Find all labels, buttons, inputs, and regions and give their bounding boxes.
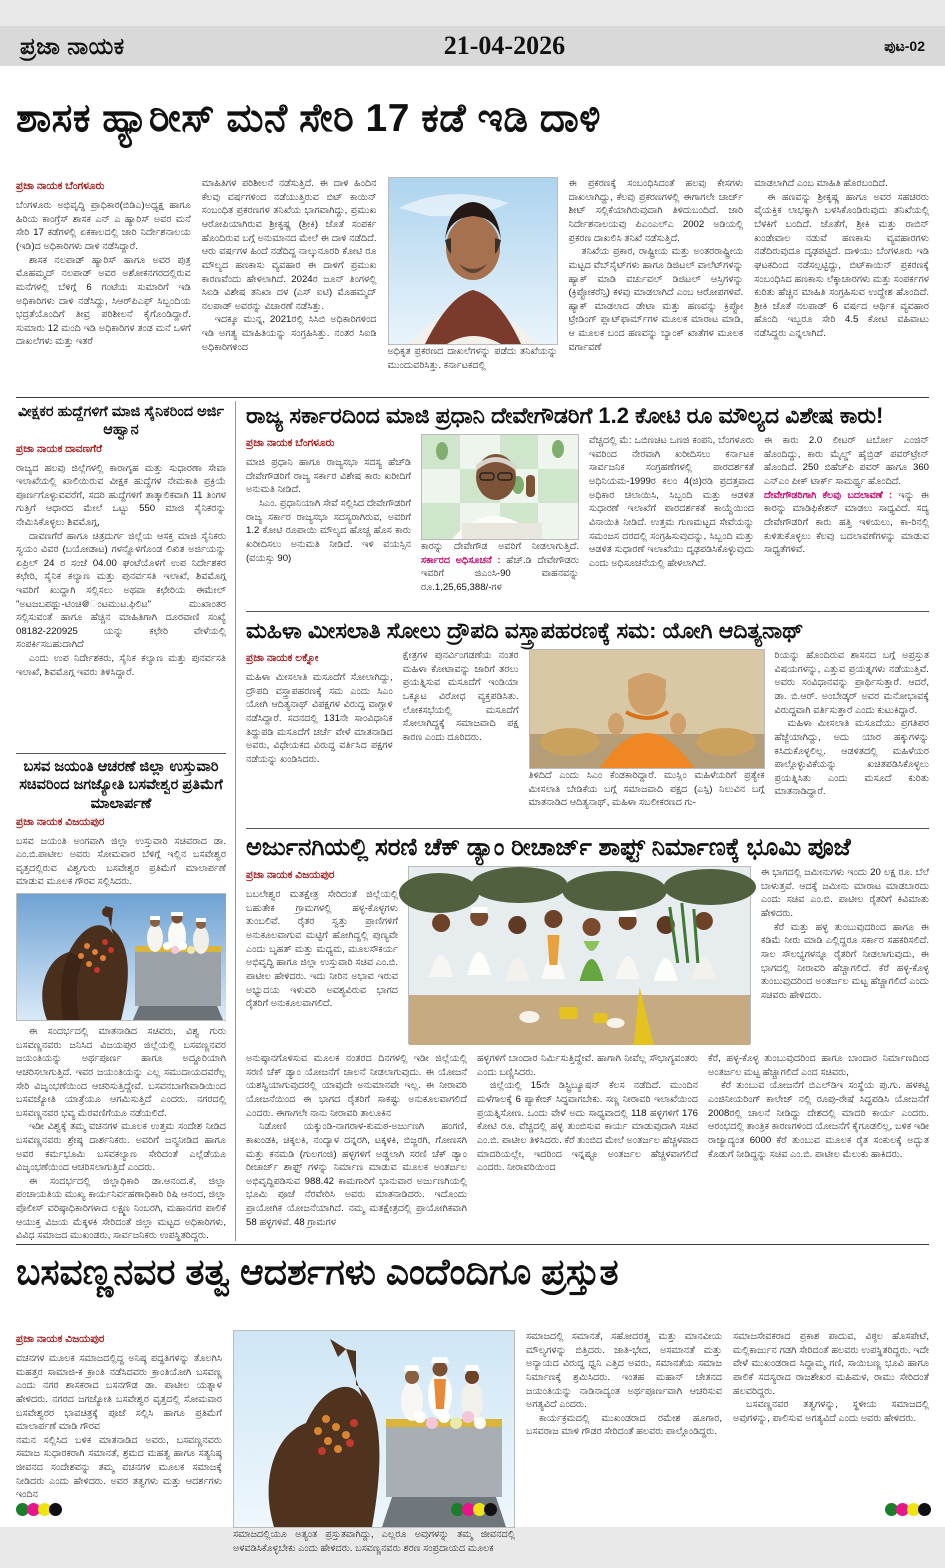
body-text: ಹೆಚ್.ಡಿ ದೇವೇಗೌಡರು ಇವರಿಗೆ ಜಿಎಂಸಿ-90 ವಾಹನವನ್ನು ರೂ.1,25,65,388/-ಗಳ xyxy=(421,554,580,594)
body-text: ತನಿಖೆಯ ಪ್ರಕಾರ, ರಾಷ್ಟ್ರೀಯ ಮತ್ತು ಅಂತರರಾಷ್ಟ್ರೀಯ ಮಟ್ಟದ ವೆಬ್‌ಸೈಟ್‌ಗಳು ಹಾಗೂ ಡಿಜಿಟಲ್ ವಾಲೆಟ್‌ಗಳನ್ನು ಹ್ಯಾಕ್ ಮಾಡಿ ವರ್ಚುವಲ್ ಡಿಜಿಟಲ್ ಆಸ್ತಿಗಳನ್ನು (ಕ್ರಿಪ್ಟೋಕರೆನ್ಸಿ) ಕಳವು ಮಾಡಲಾಗಿದೆ ಎಂಬ ಆರೋಪಗಳಿವೆ. ಹ್ಯಾಕ್ ಮಾಡಲಾದ ಡೇಟಾ ಮತ್ತು ಹಣವನ್ನು ಕ್ರಿಪ್ಟೋ ಟ್ರೇಡಿಂಗ್ ಪ್ಲಾಟ್‌ಫಾರ್ಮ್‌ಗಳ ಮೂಲಕ ಮಾರಾಟ ಮಾಡಿ, ಆ ಮೂಲಕ ಬಂದ ಹಣವನ್ನು ಬ್ಯಾಂಕ್ ಖಾತೆಗಳ ಮೂಲಕ ವರ್ಗಾವಣೆ xyxy=(568,246,744,353)
body-text: ಕಾರ್ಯಕ್ರಮದಲ್ಲಿ ಮುಖಂಡರಾದ ರಮೇಶ ಹೂಗಾರ, ಬಸವರಾಜ ಮಾಳಿ ಗೌಡರ ಸೇರಿದಂತೆ ಹಲವರು ಪಾಲ್ಗೊಂಡಿದ್ದರು. xyxy=(526,1412,722,1438)
body-text: ಕ್ಷೇತ್ರಗಳ ಪುನರ್ವಿಂಗಡಣೆಯ ನಂತರ ಮಹಿಳಾ ಕೋಟಾವನ್ನು ಜಾರಿಗೆ ತರಲು ಪ್ರಯತ್ನಿಸುವ ಮಸೂದೆಗೆ ಇಂಡಿಯಾ ಒಕ್ಕೂಟ ವಿರೋಧ ವ್ಯಕ್ತಪಡಿಸಿತು. ಲೋಕಸಭೆಯಲ್ಲಿ ಮಸೂದೆಗೆ ಸೋಲಾಗಿದ್ದಕ್ಕೆ ಸಮಾಜವಾದಿ ಪಕ್ಷ ಕಾರಣ ಎಂದು ದೂರಿದರು. xyxy=(402,650,519,743)
body-text: ಇನ್ನು ಈ ಕಾರನ್ನು ಮಾಡಿಫಿಕೇಶನ್ ಮಾಡಲು ಸಾಧ್ಯವಿದೆ. ಸದ್ಯ ದೇವೇಗೌಡರಿಗೆ ಕಾರು ಹತ್ತಿ ಇಳಿಯಲು, ಕಾ-ರಿನಲ್ಲಿ ಕುಳಿತುಕೊಳ್ಳಲು ಕೆಲವು ಬದಲಾವಣೆಗಳನ್ನು ಮಾಡುವ ಸಾಧ್ಯತೆಗಳಿವೆ. xyxy=(764,489,929,556)
bottom-story xyxy=(0,1248,945,1566)
page-number: ಪುಟ-02 xyxy=(884,37,925,54)
inline-subhead: ದೇವೇಗೌಡರಿಗಾಗಿ ಕೆಲವು ಬದಲಾವಣೆ : xyxy=(764,489,893,501)
black-dot-icon xyxy=(49,1503,62,1516)
photo-column xyxy=(233,1330,515,1568)
body-text: ಸಮಾಜಸೇವಕರಾದ ಪ್ರಕಾಶ ಪಾದುವ, ವಿಠ್ಠಲ ಹೊಸಪೇಟೆ, ಮಲ್ಲಿಕಾರ್ಜುನ ಗಡಗಿ ಸೇರಿದಂತೆ ಹಲವರು ಉಪಸ್ಥಿತರಿದ್ದರು. ಇದೇ ವೇಳೆ ಮುಖಂಡರಾದ ಸಿದ್ದಾಮ್ಮ ಗಣಿ, ಸಾಯಿಬಣ್ಣ ಭೂವಿ ಹಾಗೂ ಪಾಲಿಕೆ ಸದಸ್ಯರಾದ ರಾಜಶೇಖರ ಮಹಿಮಳ, ರಾಮು ಸೇರಿದಂತೆ ಹಲವರಿದ್ದರು. xyxy=(733,1331,929,1397)
dateline: ಪ್ರಜಾ ನಾಯಕ ಬೆಂಗಳೂರು xyxy=(16,180,105,193)
rail-story-basava-jayanti xyxy=(16,758,226,1240)
photo-column xyxy=(421,434,579,602)
story-divider xyxy=(246,828,929,829)
devegowda-illustration xyxy=(422,435,578,539)
body-text: ರಾಜ್ಯದ ಹಲವು ಜಿಲ್ಲೆಗಳಲ್ಲಿ ಕಾರಾಗೃಹ ಮತ್ತು ಸುಧಾರಣಾ ಸೇವಾ ಇಲಾಖೆಯಲ್ಲಿ ಖಾಲಿಯಿರುವ ವೀಕ್ಷಕ ಹುದ್ದೆಗಳ ನೇಮಕಾತಿ ಪ್ರಕ್ರಿಯೆ ಪೂರ್ಣಗೊಳ್ಳುವವರೆಗೆ, ಸದರಿ ಹುದ್ದೆಗಳಿಗೆ ತಾತ್ಕಾಲಿಕವಾಗಿ 11 ತಿಂಗಳ ಗುತ್ತಿಗೆ ಆಧಾರದ ಮೇಲೆ ಒಟ್ಟು 550 ಮಾಜಿ ಸೈನಿಕರನ್ನು ನೇಮಿಸಿಕೊಳ್ಳಲು ಶಿವಮೊಗ್ಗ, xyxy=(16,462,226,528)
body-text: ಮಹಿಳಾ ಮೀಸಲಾತಿ ಮಸೂದೆಗೆ ಸೋಲಾಗಿದ್ದು, ದ್ರೌಪದಿ ವಸ್ತ್ರಾಪಹರಣಕ್ಕೆ ಸಮ ಎಂದು ಸಿಎಂ ಯೋಗಿ ಆದಿತ್ಯನಾಥ್ ವಿಪಕ್ಷಗಳ ವಿರುದ್ಧ ವಾಗ್ದಾಳಿ ನಡೆಸಿದ್ದಾರೆ. ಸದನದಲ್ಲಿ 131ನೇ ಸಾಂವಿಧಾನಿಕ ತಿದ್ದುಪಡಿ ಮಸೂದೆಗೆ ಚರ್ಚೆ ವೇಳೆ ಮಾತನಾಡಿದ ಅವರು, ವಿಧೇಯಕದ ವಿರುದ್ಧ ವರ್ತಿಸಿದ ಪಕ್ಷಗಳ ನಡೆಯನ್ನು ಖಂಡಿಸಿದರು. xyxy=(246,672,393,765)
registration-marks-center xyxy=(451,1503,495,1516)
body-text: ಮಹಿಳಾ ಮೀಸಲಾತಿ ಮಸೂದೆಯು ಪ್ರಗತಿಪರ ಹೆಜ್ಜೆಯಾಗಿದ್ದು, ಅದು ಯಾರ ಹಕ್ಕುಗಳನ್ನು ಕಸಿದುಕೊಳ್ಳಲಿಲ್ಲ. ಆಡಳಿತದಲ್ಲಿ ಮಹಿಳೆಯರ ಪಾಲ್ಗೊಳ್ಳುವಿಕೆಯನ್ನು ಖಚಿತಪಡಿಸಿಕೊಳ್ಳಲು ಪ್ರಯತ್ನಿಸಿತು ಎಂದು ಮಸೂದೆ ಕುರಿತು ಮಾತನಾಡಿದ್ದಾರೆ. xyxy=(774,718,929,798)
lead-column-2 xyxy=(202,177,377,394)
black-dot-icon xyxy=(484,1503,497,1516)
body-text: ಇಡೀ ವಿಶ್ವಕ್ಕೆ ತಮ್ಮ ವಚನಗಳ ಮೂಲಕ ಉತ್ತಮ ಸಂದೇಶ ನೀಡಿದ ಬಸವಣ್ಣನವರು ಶ್ರೇಷ್ಠ ದಾರ್ಶನಿಕರು. ಅವರಿಗೆ ಜನ್ಮನೀಡಿದ ಹಾಗೂ ಅವರ ಕರ್ಮಭೂಮಿ ಬಸವಕಲ್ಯಾಣ ಸೇರಿದಂತೆ ಎಲ್ಲೆಡೆಯೂ ವಿಜೃಂಭಣೆಯಿಂದ ಆಚರಿಸಲಾಗುತ್ತಿದೆ ಎಂದರು. xyxy=(16,1121,226,1174)
photo-undertext: ಅಧಿಕೃತ ಪ್ರಕರಣದ ದಾಖಲೆಗಳನ್ನು ಪಡೆದು ತನಿಖೆಯನ್ನು ಮುಂದುವರಿಸಿತ್ತು. ಕರ್ನಾಟಕದಲ್ಲಿ xyxy=(387,346,558,371)
body-text: ಈ ಸಂದರ್ಭದಲ್ಲಿ ಜಿಲ್ಲಾಧಿಕಾರಿ ಡಾ.ಆನಂದ.ಕೆ, ಜಿಲ್ಲಾ ಪಂಚಾಯತಿಯ ಮುಖ್ಯ ಕಾರ್ಯನಿರ್ವಹಣಾಧಿಕಾರಿ ರಿಷಿ ಆನಂದ, ಜಿಲ್ಲಾ ಪೊಲೀಸ್ ವರಿಷ್ಠಾಧಿಕಾರಿಗಳಾದ ಲಕ್ಷ್ಮಣ ನಿಂಬರಗಿ, ಮಹಾನಗರ ಪಾಲಿಕೆ ಆಯುಕ್ತ ವಿಜಯ ಮೆಕ್ಕಳಕಿ ಸೇರಿದಂತೆ ಜಿಲ್ಲಾ ಮಟ್ಟದ ಅಧಿಕಾರಿಗಳು, ವಿವಿಧ ಸಮಾಜದ ಮುಖಂಡರು, ಸಾರ್ವಜನಿಕರು ಉಪಸ್ಥಿತರಿದ್ದರು. xyxy=(16,1175,226,1242)
dateline: ಪ್ರಜಾ ನಾಯಕ ವಿಜಯಪುರ xyxy=(246,869,335,882)
devegowda-press-photo xyxy=(421,434,579,540)
column xyxy=(708,1052,929,1238)
body-text: ಮಾಹಿತಿಗಳ ಪರಿಶೀಲನೆ ನಡೆಸುತ್ತಿದೆ. ಈ ದಾಳಿ ಹಿಂದಿನ ಕೆಲವು ವರ್ಷಗಳಿಂದ ನಡೆಯುತ್ತಿರುವ ಬಿಟ್ ಕಾಯಿನ್ ಸಂಬಂಧಿತ ಪ್ರಕರಣಗಳ ತನಿಖೆಯ ಭಾಗವಾಗಿದ್ದು, ಪ್ರಮುಖ ಆರೋಪಿಯಾಗಿರುವ ಶ್ರೀಕೃಷ್ಣ (ಶ್ರೀಕಿ) ಜೊತೆ ಸಂಪರ್ಕ ಹೊಂದಿರುವ ಬಗ್ಗೆ ಅನುಮಾನದ ಮೇಲೆ ಈ ದಾಳಿ ನಡೆದಿದೆ. ಆರು ವರ್ಷಗಳ ಹಿಂದೆ ನಡೆದಿದ್ದ ನಾಲ್ಕುನೂರರಿ ಕೋಟಿ ರೂ ಮೌಲ್ಯದ ಹಣಕಾಸು ವ್ಯವಹಾರ ಈ ದಾಳಿಗೆ ಪ್ರಮುಖ ಕಾರಣವೆಂದು ಹೇಳಲಾಗಿದೆ. 2024ರ ಜೂನ್ ತಿಂಗಳಲ್ಲಿ ಸಿಐಡಿ ವಿಶೇಷ ತನಿಖಾ ದಳ (ಎಸ್ ಐಟಿ) ಮೊಹಮ್ಮದ್ ನಲಪಾಡ್ ಅವರನ್ನು ವಿಚಾರಣೆ ನಡೆಸಿತ್ತು. xyxy=(201,178,377,312)
rail-headline: ಬಸವ ಜಯಂತಿ ಆಚರಣೆ ಜಿಲ್ಲಾ ಉಸ್ತುವಾರಿ ಸಚಿವರಿಂದ ಜಗಜ್ಯೋತಿ ಬಸವೇಶ್ವರ ಪ್ರತಿಮೆಗೆ ಮಾಲಾರ್ಪಣೆ xyxy=(19,759,223,812)
rail-story-veekshaka xyxy=(16,403,226,749)
photo-column xyxy=(529,649,765,821)
dateline: ಪ್ರಜಾ ನಾಯಕ ಲಕ್ನೋ xyxy=(246,652,319,665)
column xyxy=(246,434,411,602)
lead-column-3 xyxy=(569,177,744,394)
body-text: ಸಿಎಂ. ಪ್ರಧಾನಿಯಾಗಿ ಸೇವೆ ಸಲ್ಲಿಸಿದ ದೇವೇಗೌಡರಿಗೆ ರಾಜ್ಯ ಸರ್ಕಾರ ರಾಜ್ಯಸಭಾ ಸದಸ್ಯರಾಗಿರುವ, ಅವರಿಗೆ 1.2 ಕೋಟಿ ರೂಪಾಯಿ ಮೌಲ್ಯದ ಹೊಚ್ಚ ಹೊಸ ಕಾರು ಖರೀದಿಸಲು ಅನುಮತಿ ನೀಡಿದೆ. ಇಳಿ ವಯಸ್ಸಿನ (ವಯಸ್ಸು 90) xyxy=(246,498,411,564)
body-text: ಬೆಂಗಳೂರು ಅಭಿವೃದ್ಧಿ ಪ್ರಾಧಿಕಾರ(ಬಿಡಿಎ)ಅಧ್ಯಕ್ಷ ಹಾಗೂ ಹಿರಿಯ ಕಾಂಗ್ರೆಸ್ ಶಾಸಕ ಎನ್ ಎ ಹ್ಯಾರಿಸ್ ಅವರ ಮನೆ ಸೇರಿ 17 ಕಡೆಗಳಲ್ಲಿ ಏಕಕಾಲದಲ್ಲಿ ಜಾರಿ ನಿರ್ದೇಶನಾಲಯ (ಇಡಿ)ದ ಅಧಿಕಾರಿಗಳು ದಾಳಿ ನಡೆಸಿದ್ದಾರೆ. xyxy=(16,200,191,253)
photo-undertext xyxy=(421,540,579,594)
dateline: ಪ್ರಜಾ ನಾಯಕ ದಾವಣಗೆರೆ xyxy=(16,442,103,455)
body-text: ಬಬಲೇಶ್ವರ ಮತಕ್ಷೇತ್ರ ಸೇರಿದಂತೆ ಜಿಲ್ಲೆಯಲ್ಲಿ ಬಹುತೇಕ ಗ್ರಾಮಗಳಲ್ಲಿ ಹಳ್ಳ-ಕೊಳ್ಳಗಳು ತುಂಬಲಿವೆ. ರೈತರ ಸ್ವತ್ತು ಪ್ರಾಣಿಗಳಿಗೆ ಅನುಕೂಲವಾಗುವ ಮಟ್ಟಿಗೆ ಹೋಗಿದ್ದಲ್ಲಿ ಪುಣ್ಯವೇ ಎಂದು ಬೃಹತ್ ಮತ್ತು ಮಧ್ಯಮ, ಮೂಲಸೌಕರ್ಯ ಅಭಿವೃದ್ಧಿ ಹಾಗೂ ಜಿಲ್ಲಾ ಉಸ್ತುವಾರಿ ಸಚಿವ ಎಂ.ಬಿ. ಪಾಟೀಲ ಹೇಳಿದರು. ಇದು ನೀರಿನ ಅಭಾವ ಇರುವ ಅಭ್ಯುದಯ ಇಳುವರಿ ಅವಶ್ಯವಿರುವ ಭಾಗದ ರೈತರಿಗೆ ಅನುಕೂಲವಾಗಲಿದೆ. xyxy=(246,889,398,1010)
statue-garlanding-illustration xyxy=(17,894,226,1020)
statue-crane-illustration xyxy=(234,1331,514,1527)
body-text: ಸಮಾಜದಲ್ಲಿ ಸಮಾನತೆ, ಸಹೋದರತ್ವ ಮತ್ತು ಮಾನವೀಯ ಮೌಲ್ಯಗಳನ್ನು ಬಿತ್ತಿದರು. ಜಾತಿ-ಭೇದ, ಅಸಮಾನತೆ ಮತ್ತು ಅನ್ಯಾಯದ ವಿರುದ್ಧ ಧ್ವನಿ ಎತ್ತಿದ ಅವರು, ಸಮಾನತೆಯ ಸಮಾಜ ನಿರ್ಮಾಣಕ್ಕೆ ಶ್ರಮಿಸಿದರು. ಇಂತಹ ಮಹಾನ್ ಚೇತನದ ಜಯಂತಿಯನ್ನು ನಾಡಿನಾದ್ಯಂತ ಅರ್ಥಪೂರ್ಣವಾಗಿ ಆಚರಿಸುವ ಅಗತ್ಯವಿದೆ ಎಂದರು. xyxy=(526,1331,722,1411)
politician-portrait-illustration xyxy=(389,178,557,344)
photo-undertext: ತಿಳಿದಿದೆ ಎಂದು ಸಿಎಂ ಕೆಂಡಕಾರಿದ್ದಾರೆ. ಮುಸ್ಲಿಂ ಮಹಿಳೆಯರಿಗೆ ಪ್ರತ್ಯೇಕ ಮೀಸಲಾತಿ ಬೇಡಿಕೆಯ ಬಗ್ಗೆ ಸಮಾಜವಾದಿ ಪಕ್ಷದ (ಎಸ್ಪಿ) ನಿಲುವಿನ ಬಗ್ಗೆ ಮಾತನಾಡಿದ ಆದಿತ್ಯನಾಥ್, ಮಹಿಳಾ ಸಬಲೀಕರಣದ ಗು- xyxy=(528,770,765,809)
lead-column-4 xyxy=(754,177,929,394)
bottom-headline: ಬಸವಣ್ಣನವರ ತತ್ವ ಆದರ್ಶಗಳು ಎಂದೆಂದಿಗೂ ಪ್ರಸ್ತುತ xyxy=(16,1251,619,1293)
yogi-adityanath-photo xyxy=(529,649,765,769)
column xyxy=(246,649,393,821)
body-text: ಈ ಸಂದರ್ಭದಲ್ಲಿ ಮಾತನಾಡಿದ ಸಚಿವರು, ವಿಶ್ವ ಗುರು ಬಸವಣ್ಣನವರು ಜನಿಸಿದ ವಿಜಯಪುರ ಜಿಲ್ಲೆಯಲ್ಲಿ ಬಸವಣ್ಣನವರ ಜಯಂತಿಯನ್ನು ಅರ್ಥಪೂರ್ಣ ಹಾಗೂ ಅದ್ದೂರಿಯಾಗಿ ಆಚರಿಸಲಾಗುತ್ತಿದೆ. ಇವರ ಜಯಂತಿಯನ್ನು ಎಲ್ಲ ಸಮುದಾಯದವರೆಲ್ಲ ಸೇರಿ ವಿಜೃಂಭಣೆಯಿಂದ ಆಚರಿಸುತ್ತಿದ್ದೇವೆ. ಬಸವನಬಾಗೇವಾಡಿಯಿಂದ ಬಸವಜ್ಯೋತಿ ಯಾತ್ರೆಯೂ ಆಗಮಿಸುತ್ತಿದೆ ಎಂದರು. ನಗರದಲ್ಲಿ ಬಸವಣ್ಣನವರ ಭವ್ಯ ಮೆರವಣಿಗೆಯೂ ನಡೆಯಲಿದೆ. xyxy=(16,1026,226,1119)
body-text: ಈ ಹಣವನ್ನು ಶ್ರೀಕೃಷ್ಣ ಹಾಗೂ ಅವರ ಸಹಚರರು ವೈಯಕ್ತಿಕ ಲಾಭಕ್ಕಾಗಿ ಬಳಸಿಕೊಂಡಿರುವುದು ತನಿಖೆಯಲ್ಲಿ ಬೆಳಕಿಗೆ ಬಂದಿದೆ. ಜೊತೆಗೆ, ಶ್ರೀಕಿ ಮತ್ತು ರಾಬಿನ್ ಖಂಡೇವಾಲ ನಡುವೆ ಹಣಕಾಸು ವ್ಯವಹಾರಗಳು ನಡೆದಿರುವುದೂ ದೃಢಪಟ್ಟಿದೆ. ದಾಳಿಯು ಬೆಂಗಳೂರು ಇಡಿ ಘಟಕದಿಂದ ನಡೆಸಲ್ಪಟ್ಟಿದ್ದು, ಬಿಟ್‌ಕಾಯಿನ್ ಪ್ರಕರಣಕ್ಕೆ ಸಂಬಂಧಿಸಿದ ಹಣಕಾಸು ಲೆಕ್ಕಾಚಾರಗಳು ಮತ್ತು ಸಂಪರ್ಕಗಳ ಕುರಿತು ಹೆಚ್ಚಿನ ಮಾಹಿತಿ ಸಂಗ್ರಹಿಸುವ ಉದ್ದೇಶ ಹೊಂದಿದೆ. ಶ್ರೀಕಿ ಜೊತೆ ನಲಪಾಡ್ 6 ವರ್ಷದ ಆರ್ಥಿಕ ವ್ಯವಹಾರ ಹೊಂದಿ ಇಬ್ಬರೂ ಸೇರಿ 4.5 ಕೋಟಿ ವಹಿವಾಟು ನಡೆಸಿದ್ದರು ಎನ್ನಲಾಗಿದೆ. xyxy=(754,191,929,339)
body-text: ಕೆರೆ ತುಂಬುವ ಯೋಜನೆಗೆ ಬಿಎಲ್‌ಡಿಇ ಸಂಸ್ಥೆಯ ಪು.ಗು. ಹಳಕಟ್ಟಿ ಎಂಜಿನೀಯರಿಂಗ್ ಕಾಲೇಜ್ ನಲ್ಲಿ ರೂಪು-ರೇಷೆ ಸಿದ್ಧಪಡಿಸಿ ಯೋಜನೆಗೆ 2008ರಲ್ಲಿ ಚಾಲನೆ ನೀಡಿದ್ದು ದೇಶದಲ್ಲಿ ಮಾದರಿ ಕಾರ್ಯ ಎಂದರು. ಆರಂಭದಲ್ಲಿ ತಾಂತ್ರಿಕ ಕಾರಣಗಳಿಂದ ಯೋಜನೆಗೆ ಕೈಗೂಡಲಿಲ್ಲ, ಬಳಿಕ ಇಡೀ ರಾಜ್ಯಾದ್ಯಂತ 6000 ಕೆರೆ ತುಂಬುವ ಮೂಲಕ ರೈತ ಸಂಕುಲಕ್ಕೆ ಅದ್ಭುತ ಕೊಡುಗೆ ನೀಡಿದ್ದನ್ನು ಸಚಿವ ಎಂ.ಬಿ. ಪಾಟೀಲ ಮೆಲುಕು ಹಾಕಿದರು. xyxy=(708,1080,929,1160)
photo-column xyxy=(408,866,751,1048)
body-text: ಕಾರನ್ನು ದೇವೇಗೌಡ ಅವರಿಗೆ ನೀಡಲಾಗುತ್ತಿದೆ. xyxy=(421,541,579,553)
column xyxy=(775,649,929,821)
body-text: ವಚನಗಳ ಮೂಲಕ ಸಮಾಜದಲ್ಲಿದ್ದ ಅನಿಷ್ಠ ಪದ್ಧತಿಗಳನ್ನು ತೊಲಗಿಸಿ ಮಹತ್ತರ ಸಾಮಾಜಿ-ಕ ಕ್ರಾಂತಿ ನಡೆಸಿದವರು ಕ್ರಾಂತಿಯೋಗಿ ಬಸವಣ್ಣ ಎಂದು ನಗರ ಶಾಸಕರಾದ ಬಸನಗೌಡ ಡಾ. ಪಾಟೀಲ ಯತ್ನಾಳ ಹೇಳಿದರು. ನಗರದ ಜಗಜ್ಯೋತಿ ಬಸವೇಶ್ವರ ವೃತ್ತದಲ್ಲಿ ಸೋಮವಾರ ಬಸವೇಶ್ವರರ ಭಾವಚಿತ್ರಕ್ಕೆ ಪೂಜೆ ಸಲ್ಲಿಸಿ ಹಾಗೂ ಪ್ರತಿಮೆಗೆ ಮಾಲಾರ್ಪಣೆ ಮಾಡಿ ಗೌರವ xyxy=(16,1353,222,1433)
story-yogi xyxy=(246,616,929,824)
body-text: ಬಸವ ಜಯಂತಿ ಅಂಗವಾಗಿ ಜಿಲ್ಲಾ ಉಸ್ತುವಾರಿ ಸಚಿವರಾದ ಡಾ. ಎಂ.ಬಿ.ಪಾಟೀಲ ಅವರು ಸೋಮವಾರ ಬೆಳಿಗ್ಗೆ ಇಲ್ಲಿನ ಬಸವೇಶ್ವರ ವೃತ್ತದಲ್ಲಿರುವ ವಿಶ್ವಗುರು ಬಸವೇಶ್ವರ ಪ್ರತಿಮೆಗೆ ಮಾಲಾರ್ಪಣೆ ಮಾಡುವ ಮೂಲಕ ಗೌರವ ಸಲ್ಲಿಸಿದರು. xyxy=(16,835,226,888)
column xyxy=(589,434,754,602)
bhoomi-pooja-illustration xyxy=(409,867,750,1045)
dateline: ಪ್ರಜಾ ನಾಯಕ ವಿಜಯಪುರ xyxy=(16,815,105,828)
story-divider xyxy=(246,611,929,612)
body-text: ನಮನ ಸಲ್ಲಿಸಿದ ಬಳಿಕ ಮಾತನಾಡಿದ ಅವರು, ಬಸವಣ್ಣನವರು ಸಮಾಜ ಸುಧಾರಕರಾಗಿ ಸಮಾನತೆ, ಶ್ರಮದ ಮಹತ್ವ ಹಾಗೂ ಸತ್ಯನಿಷ್ಠ ಜೀವನದ ಸಂದೇಶವನ್ನು ತಮ್ಮ ವಚನಗಳ ಮೂಲಕ ಸಮಾಜಕ್ಕೆ ನೀಡಿದರು ಎಂದು ಹೇಳಿದರು. ಅವರ ತತ್ವಗಳು ಮತ್ತು ಆದರ್ಶಗಳು ಇಂದಿನ xyxy=(16,1434,222,1501)
body-text: ರಿಯನ್ನು ಹೊಂದಿರುವ ಶಾಸನದ ಬಗ್ಗೆ ಅಪ್ರಸ್ತುತ ವಿಷಯಗಳನ್ನು, ಎತ್ತುವ ಪ್ರಯತ್ನಗಳು ನಡೆಯುತ್ತಿವೆ. ಅವರು ಸಂವಿಧಾನವನ್ನು ಪ್ರಾರ್ಥಿಸುತ್ತಾರೆ. ಆದರೆ, ಡಾ. ಬಿ.ಆರ್. ಅಂಬೇಡ್ಕರ್ ಅವರ ಮನೋಭಾವಕ್ಕೆ ವಿರುದ್ಧವಾಗಿ ವರ್ತಿಸುತ್ತಾರೆ ಎಂದು ಕುಟುಕಿದ್ದಾರೆ. xyxy=(774,650,929,716)
masthead-bar xyxy=(0,26,945,66)
body-text: ಎಂದು ಉಪ ನಿರ್ದೇಶಕರು, ಸೈನಿಕ ಕಲ್ಯಾಣ ಮತ್ತು ಪುನರ್ವಸತಿ ಇಲಾಖೆ, ಶಿವಮೊಗ್ಗ ಇವರು ತಿಳಿಸಿದ್ದಾರೆ. xyxy=(16,653,226,678)
body-text: ಇದಕ್ಕೂ ಮುನ್ನ, 2021ರಲ್ಲಿ ಸಿಸಿಬಿ ಅಧಿಕಾರಿಗಳಿಂದ ಇಡಿ ಅಗತ್ಯ ಮಾಹಿತಿಯನ್ನು ಸಂಗ್ರಹಿಸಿತ್ತು. ನಂತರ ಸಿಐಡಿ ಅಧಿಕಾರಿಗಳಿಂದ xyxy=(201,314,377,353)
body-text xyxy=(764,489,929,557)
left-rail xyxy=(16,401,236,1241)
column xyxy=(733,1330,929,1568)
lead-headline: ಶಾಸಕ ಹ್ಯಾರೀಸ್ ಮನೆ ಸೇರಿ 17 ಕಡೆ ಇಡಿ ದಾಳಿ xyxy=(16,97,601,141)
column xyxy=(246,1052,467,1238)
body-text: ಜಿಲ್ಲೆಯಲ್ಲಿ 15ನೇ ಡಿಸ್ಟ್ರಿಬ್ಯೂಷನ್ ಕೆಲಸ ನಡೆದಿದೆ. ಮುಂದಿನ ಮಳೆಗಾಲಕ್ಕೆ 6 ಪ್ಯಾಕೇಜ್ ಸಿದ್ಧವಾಗಬೇಕು. ಸಣ್ಣ ನೀರಾವರಿ ಇಲಾಖೆಯಿಂದ ಪ್ರಯತ್ನಿಸೋಣ. ಒಂದು ವೇಳೆ ಅದು ಸಾಧ್ಯವಾದಲ್ಲಿ 118 ಹಳ್ಳಗಳಿಗೆ 176 ಕೋಟಿ ರೂ. ವೆಚ್ಚದಲ್ಲಿ ಹಳ್ಳ ತುಂಬಿಸುವ ಕಾರ್ಯ ಮಾಡುವುದಾಗಿ ಸಚಿವ ಎಂ.ಬಿ. ಪಾಟೀಲ ತಿಳಿಸಿದರು. ಕೆರೆ ತುಂಬಿದ ಮೇಲೆ ಅಂತರ್ಜಲ ಹೆಚ್ಚಳವಾದ ಮಾದರಿಯಲ್ಲೇ, ಇದರಿಂದ ಇನ್ನಷ್ಟೂ ಅಂತರ್ಜಲ ಹೆಚ್ಚಳವಾಗಲಿದೆ ಎಂದರು. ನೀರಾವರಿಯಿಂದ xyxy=(477,1080,698,1174)
body-text: ಕೆರೆ, ಹಳ್ಳ-ಕೊಳ್ಳ ತುಂಬುವುದರಿಂದ ಹಾಗೂ ಬಾಂದಾರ ನಿರ್ಮಾಣದಿಂದ ಅಂತರ್ಜಲ ಮಟ್ಟ ಹೆಚ್ಚಾಗಲಿದೆ ಎಂದ ಸಚಿವರು, xyxy=(708,1053,929,1078)
rail-divider xyxy=(16,753,226,754)
body-text: ಶಾಸಕ ನಲಪಾಡ್ ಹ್ಯಾರಿಸ್ ಹಾಗೂ ಅವರ ಪುತ್ರ ಮೊಹಮ್ಮದ್ ನಲಪಾಡ್ ಅವರ ಅಶೋಕನಗರದಲ್ಲಿರುವ ಮನೆಗಳಲ್ಲಿ ಬೆಳಿಗ್ಗೆ 6 ಗಂಟೆಯ ಸುಮಾರಿಗೆ ಇಡಿ ಅಧಿಕಾರಿಗಳು ದಾಳಿ ನಡೆಸಿದ್ದು, ಸಿಆರ್‌ಪಿಎಫ್ ಸಿಬ್ಬಂದಿಯ ಭದ್ರತೆಯೊಂದಿಗೆ ತೀವ್ರ ಪರಿಶೀಲನೆ ಕೈಗೊಂಡಿದ್ದಾರೆ. ಸುಮಾರು 12 ಮಂದಿ ಇಡಿ ಅಧಿಕಾರಿಗಳ ತಂಡ ಮನೆ ಒಳಗೆ ದಾಖಲೆಗಳು ಮತ್ತು ಇತರೆ xyxy=(16,254,191,348)
bhoomi-pooja-crowd-photo xyxy=(408,866,751,1044)
basava-statue-garlanding-photo xyxy=(16,893,226,1021)
black-dot-icon xyxy=(918,1503,931,1516)
story-columns xyxy=(246,649,929,821)
body-text: ಈ ಭಾಗದಲ್ಲಿ ಜಮೀನುಗಳು ಇಂದು 20 ಲಕ್ಷ ರೂ. ಬೆಲೆ ಬಾಳುತ್ತವೆ. ಆದಕ್ಕೆ ಜಮೀನು ಮಾರಾಟ ಮಾಡಬಾರದು ಎಂದು ಸಚಿವ ಎಂ.ಬಿ. ಪಾಟೀಲ ರೈತರಿಗೆ ಕಿವಿಮಾತು ಹೇಳಿದರು. xyxy=(761,867,929,920)
yogi-illustration xyxy=(530,650,764,768)
column xyxy=(246,866,398,1048)
lead-column-1 xyxy=(16,177,191,394)
body-text: ಈ ಕಾರು 2.0 ಲೀಟರ್ ಟರ್ಬೋ ಎಂಜಿನ್ ಹೊಂದಿದ್ದು, ಕಾರು ಮೈಲ್ಡ್ ಹೈಬ್ರಿಡ್ ಪವರ್‌ಟ್ರೇನ್ ಹೊಂದಿದೆ. 250 ಬಿಹೆಚ್‌ಪಿ ಪವರ್ ಹಾಗೂ 360 ಎನ್ಎಂ ಪೀಕ್ ಟಾರ್ಕ್ ಸಾಮರ್ಥ್ಯ ಹೊಂದಿದೆ. xyxy=(764,435,929,488)
inline-subhead: ಸರ್ಕಾರದ ಅಧಿಸೂಚನೆ : xyxy=(421,554,501,566)
body-text: ಈ ಪ್ರಕರಣಕ್ಕೆ ಸಂಬಂಧಿಸಿದಂತೆ ಹಲವು ಕೇಸಗಳು ದಾಖಲಾಗಿದ್ದು, ಕೆಲವು ಪ್ರಕರಣಗಳಲ್ಲಿ ಈಗಾಗಲೇ ಚಾರ್ಜ್ ಶೀಟ್ ಸಲ್ಲಿಕೆಯಾಗಿರುವುದಾಗಿ ತಿಳಿದುಬಂದಿದೆ. ಜಾರಿ ನಿರ್ದೇಶನಾಲಯವು ಪಿಎಂಎಲ್ಎ 2002 ಅಡಿಯಲ್ಲಿ ಪ್ರಕರಣ ದಾಖಲಿಸಿ ತನಿಖೆ ನಡೆಸುತ್ತಿದೆ. xyxy=(568,178,744,244)
column xyxy=(761,866,929,1048)
story-headline: ಮಹಿಳಾ ಮೀಸಲಾತಿ ಸೋಲು ದ್ರೌಪದಿ ವಸ್ತ್ರಾಪಹರಣಕ್ಕೆ ಸಮ: ಯೋಗಿ ಆದಿತ್ಯನಾಥ್ xyxy=(246,618,804,644)
body-text: ಮಾಜಿ ಪ್ರಧಾನಿ ಹಾಗೂ ರಾಜ್ಯಸಭಾ ಸದಸ್ಯ ಹೆಚ್‌ಡಿ ದೇವೇಗೌಡರಿಗೆ ರಾಜ್ಯ ಸರ್ಕಾರ ವಿಶೇಷ ಕಾರು ಖರೀದಿಗೆ ಅನುಮತಿ ನೀಡಿದೆ. xyxy=(246,457,411,496)
photo-undertext: ಸಮಾಜದಲ್ಲಿಯೂ ಅತ್ಯಂತ ಪ್ರಸ್ತುತವಾಗಿದ್ದು, ಎಲ್ಲರೂ ಅವುಗಳನ್ನು ತಮ್ಮ ಜೀವನದಲ್ಲಿ ಅಳವಡಿಸಿಕೊಳ್ಳಬೇಕು ಎಂದು ಹೇಳಿದರು. ಬಸವಣ್ಣನವರು ಶರಣ ಸಂಪ್ರದಾಯದ ಮೂಲಕ xyxy=(233,1529,515,1554)
story-checkdam xyxy=(246,833,929,1243)
column xyxy=(526,1330,722,1568)
body-text: ದಾವಣಗೆರೆ ಹಾಗೂ ಚಿತ್ರದುರ್ಗ ಜಿಲ್ಲೆಯ ಆಸಕ್ತ ಮಾಜಿ ಸೈನಿಕರು ಸ್ವಯಂ ವಿವರ (ಬಯೋಡಾಟ) ಗಳನ್ನೊಳಗೊಂಡ ಲಿಖಿತ ಅರ್ಜಿಯನ್ನು ಏಪ್ರಿಲ್ 24 ರ ಸಂಜೆ 04.00 ಘಂಟೆಯೊಳಗೆ ಉಪ ನಿರ್ದೇಶಕರ ಕಛೇರಿ, ಸೈನಿಕ ಕಲ್ಯಾಣ ಮತ್ತು ಪುನರ್ವಸತಿ ಇಲಾಖೆ, ಶಿವಮೊಗ್ಗ ಇವರಿಗೆ ಖುದ್ದಾಗಿ ಸಲ್ಲಿಸಲು ಅಥವಾ ಕಛೇರಿಯ ಈಮೇಲ್ "ಅಟಜಬಪಥ್ಲು-ಟಿಂಚಿ@ಂಟಮುಟ.ಫಿಲಿಟ" ಮುಖಾಂತರ ಸಲ್ಲಿಸುವಂತೆ ಹಾಗೂ ಹೆಚ್ಚಿನ ಮಾಹಿತಿಗಾಗಿ ದೂರವಾಣಿ ಸಂಖ್ಯೆ 08182-220925 ಯನ್ನು ಕಛೇರಿ ವೇಳೆಯಲ್ಲಿ ಸಂಪರ್ಕಿಸಬಹುದಾಗಿದೆ xyxy=(16,530,226,651)
lead-story xyxy=(0,174,945,394)
middle-band xyxy=(0,401,945,1241)
dateline: ಪ್ರಜಾ ನಾಯಕ ವಿಜಯಪುರ xyxy=(16,1333,105,1346)
lead-photo-column xyxy=(388,177,558,394)
main-area xyxy=(236,401,929,1241)
story-headline: ರಾಜ್ಯ ಸರ್ಕಾರದಿಂದ ಮಾಜಿ ಪ್ರಧಾನಿ ದೇವೇಗೌಡರಿಗೆ 1.2 ಕೋಟಿ ರೂ ಮೌಲ್ಯದ ವಿಶೇಷ ಕಾರು! xyxy=(246,403,884,429)
body-text: ಅನುಷ್ಠಾನಗೊಳಿಸುವ ಮೂಲಕ ನಂತರದ ದಿನಗಳಲ್ಲಿ ಇಡೀ ಜಿಲ್ಲೆಯಲ್ಲಿ ಸರಣಿ ಚೆಕ್ ಡ್ಯಾಂ ಯೋಜನೆಗೆ ಚಾಲನೆ ನೀಡಲಾಗುವುದು. ಈ ಯೋಜನೆ ಯಶಸ್ವಿಯಾಗುವುದರಲ್ಲಿ ಯಾವುದೇ ಅನುಮಾನವೇ ಇಲ್ಲ. ಈ ನೀರಾವರಿ ಯೋಜನೆಯಿಂದ ಈ ಭಾಗದ ರೈತರಿಗೆ ಸಾಕಷ್ಟು ಅನುಕೂಲವಾಗಲಿದೆ ಎಂದರು. ಈಗಾಗಲೇ ನಾನು ನೀರಾವರಿ ತಾಲೂಕಿನ xyxy=(246,1053,467,1119)
newspaper-page xyxy=(0,26,945,1554)
story-headline: ಅರ್ಜುನಗಿಯಲ್ಲಿ ಸರಣಿ ಚೆಕ್ ಡ್ಯಾಂ ರೀಚಾರ್ಜ್ ಶಾಫ್ಟ್ ನಿರ್ಮಾಣಕ್ಕೆ ಭೂಮಿ ಪೂಜೆ xyxy=(246,834,851,862)
body-text: ನಿಡೋಣಿ ಯಕ್ಕುಂಡಿ-ನಾಗರಾಳ-ಕುಮಠ-ಅರ್ಜುಣಗಿ ಹಂಗಣಿ, ಕಾಖಂಡಕಿ, ಚಿಕ್ಕಲಕಿ, ನಂದ್ಯಾಳ ದನ್ನರಗಿ, ಟಕ್ಕಳಕಿ, ಬಿಜ್ಜರಗಿ, ಗೋಣಸಗಿ ಮತ್ತು ಕನಮಡಿ (ಗುಲಗಂಜಿ) ಹಳ್ಳಗಳಿಗೆ ಅಡ್ಡಲಾಗಿ ಸರಣಿ ಚೆಕ್ ಡ್ಯಾಂ ರೀಚಾರ್ಜ್ ಶಾಫ್ಟ್ ಗಳನ್ನು ನಿರ್ಮಾಣ ಮಾಡುವ ಮೂಲಕ ಅಂತರ್ಜಲ ಅಭಿವೃದ್ಧಿಪಡಿಸುವ 988.42 ಕಾಮಗಾರಿಗೆ ಭಾನುವಾರ ಅರ್ಜುಣಗಿಯಲ್ಲಿ ಭೂಮಿ ಪೂಜೆ ನೆರವೇರಿಸಿ ಅವರು ಮಾತನಾಡಿದರು. ಇದೊಂದು ಪ್ರಾಯೋಗಿಕ ಯೋಜನೆಯಾಗಿದೆ. ನಮ್ಮ ಮತಕ್ಷೇತ್ರದಲ್ಲಿ ಪ್ರಾಯೋಗಿಕವಾಗಿ 58 ಹಳ್ಳಗಳಿವೆ. 48 ಗ್ರಾಮಗಳ xyxy=(246,1121,467,1228)
story-columns-top xyxy=(246,866,929,1048)
body-text: ಕೆರೆ ಮತ್ತು ಹಳ್ಳ ತುಂಬುವುದರಿಂದ ಹಾಗೂ ಈ ಕಡಿಮೆ ನೀರು ಮಾಡಿ ಎಲ್ಲಿದ್ದರೂ ಸರ್ಕಾರ ಸಹಕರಿಸಲಿದೆ. ಸಾಲ ಸೌಲಭ್ಯಗಳನ್ನೂ ರೈತರಿಗೆ ನೀಡಲಾಗುವುದು, ಈ ಭಾಗದಲ್ಲಿ ನೀರಾವರಿ ಹೆಚ್ಚಾಗಲಿದೆ. ಕೆರೆ ಹಳ್ಳ-ಕೊಳ್ಳ ತುಂಬುವುದರಿಂದ ಅಂತರ್ಜಲ ಮಟ್ಟ ಹೆಚ್ಚಾಗಲಿದೆ ಎಂದು ಸಚಿವರು ಹೇಳಿದರು. xyxy=(761,921,929,1001)
bottom-columns xyxy=(0,1328,945,1568)
registration-marks-left xyxy=(16,1503,60,1516)
story-columns xyxy=(246,434,929,602)
section-divider xyxy=(16,397,929,398)
section-divider xyxy=(16,1244,929,1245)
harris-portrait-photo xyxy=(388,177,558,345)
registration-marks-right xyxy=(885,1503,929,1516)
story-devegowda-car xyxy=(246,401,929,607)
basava-statue-crane-photo xyxy=(233,1330,515,1528)
body-text: ವೆಚ್ಚದಲ್ಲಿ ಮೆ: ಒಬಿಣಚಿಟ ಒಣಜಿ ಕಂಪನಿ, ಬೆಂಗಳೂರು ಇವರಿಂದ ನೇರವಾಗಿ ಖರೀದಿಸಲು ಕರ್ನಾಟಕ ಸಾರ್ವಜನಿಕ ಸಂಗ್ರಹಣೆಗಳಲ್ಲಿ ಪಾರದರ್ಶಕತೆ ಅಧಿನಿಯಮ-1999ರ ಕಲಂ 4(ಜಿ)ರಡಿ ಪ್ರದತ್ತವಾದ ಅಧಿಕಾರ ಚಲಾಯಿಸಿ, ಸಿಬ್ಬಂದಿ ಮತ್ತು ಆಡಳಿತ ಸುಧಾರಣೆ ಇಲಾಖೆಗೆ ಪಾರದರ್ಶಕತೆ ಕಾಯ್ದೆಯಿಂದ ವಿನಾಯಿತಿ ನೀಡಿದೆ. ಉತ್ತಮ ಗುಣಮಟ್ಟದ ಸೇವೆಯನ್ನು ಸಮಂಜಸ ದರದಲ್ಲಿ ಸಂಗ್ರಹಿಸುವುದನ್ನು, ಸಿಬ್ಬಂದಿ ಮತ್ತು ಆಡಳಿತ ಸುಧಾರಣೆ ಇಲಾಖೆಯು ದೃಢಪಡಿಸಿಕೊಳ್ಳುವುದು ಎಂದು ಅಧಿಸೂಚನೆಯಲ್ಲಿ ಹೇಳಲಾಗಿದೆ. xyxy=(589,435,754,569)
body-text: ಬಸವಣ್ಣನವರ ತತ್ವಗಳನ್ನು, ಸ್ಥಳೀಯ ಸಮಾಜದಲ್ಲಿ ಅವುಗಳನ್ನು, ಪಾಲಿಸುವ ಅಗತ್ಯವಿದೆ ಎಂದು ಅವರು ಹೇಳಿದರು. xyxy=(733,1399,929,1424)
body-text: ಹಳ್ಳಗಳಿಗೆ ಬಾಂದಾರ ನಿರ್ಮಿಸುತ್ತಿದ್ದೇವೆ. ಹಾಗಾಗಿ ನೀವೆಲ್ಲ ಸೌಭಾಗ್ಯವಂತರು ಎಂದು ಬಣ್ಣಿಸಿದರು. xyxy=(477,1053,698,1078)
rail-headline: ವೀಕ್ಷಕರ ಹುದ್ದೆಗಳಿಗೆ ಮಾಜಿ ಸೈನಿಕರಿಂದ ಅರ್ಜಿ ಆಹ್ವಾನ xyxy=(17,404,224,439)
column xyxy=(477,1052,698,1238)
print-registration-marks xyxy=(16,1503,929,1517)
paper-name: ಪ್ರಜಾ ನಾಯಕ xyxy=(20,32,125,59)
column xyxy=(403,649,519,821)
body-text: ಮಾಡಲಾಗಿದೆ ಎಂಬ ಮಾಹಿತಿ ಹೊರಬಂದಿದೆ. xyxy=(754,178,888,190)
column xyxy=(16,1330,222,1568)
story-columns-bottom xyxy=(246,1052,929,1238)
dateline: ಪ್ರಜಾ ನಾಯಕ ಬೆಂಗಳೂರು xyxy=(246,437,335,450)
column xyxy=(764,434,929,602)
edition-date: 21-04-2026 xyxy=(443,31,566,60)
